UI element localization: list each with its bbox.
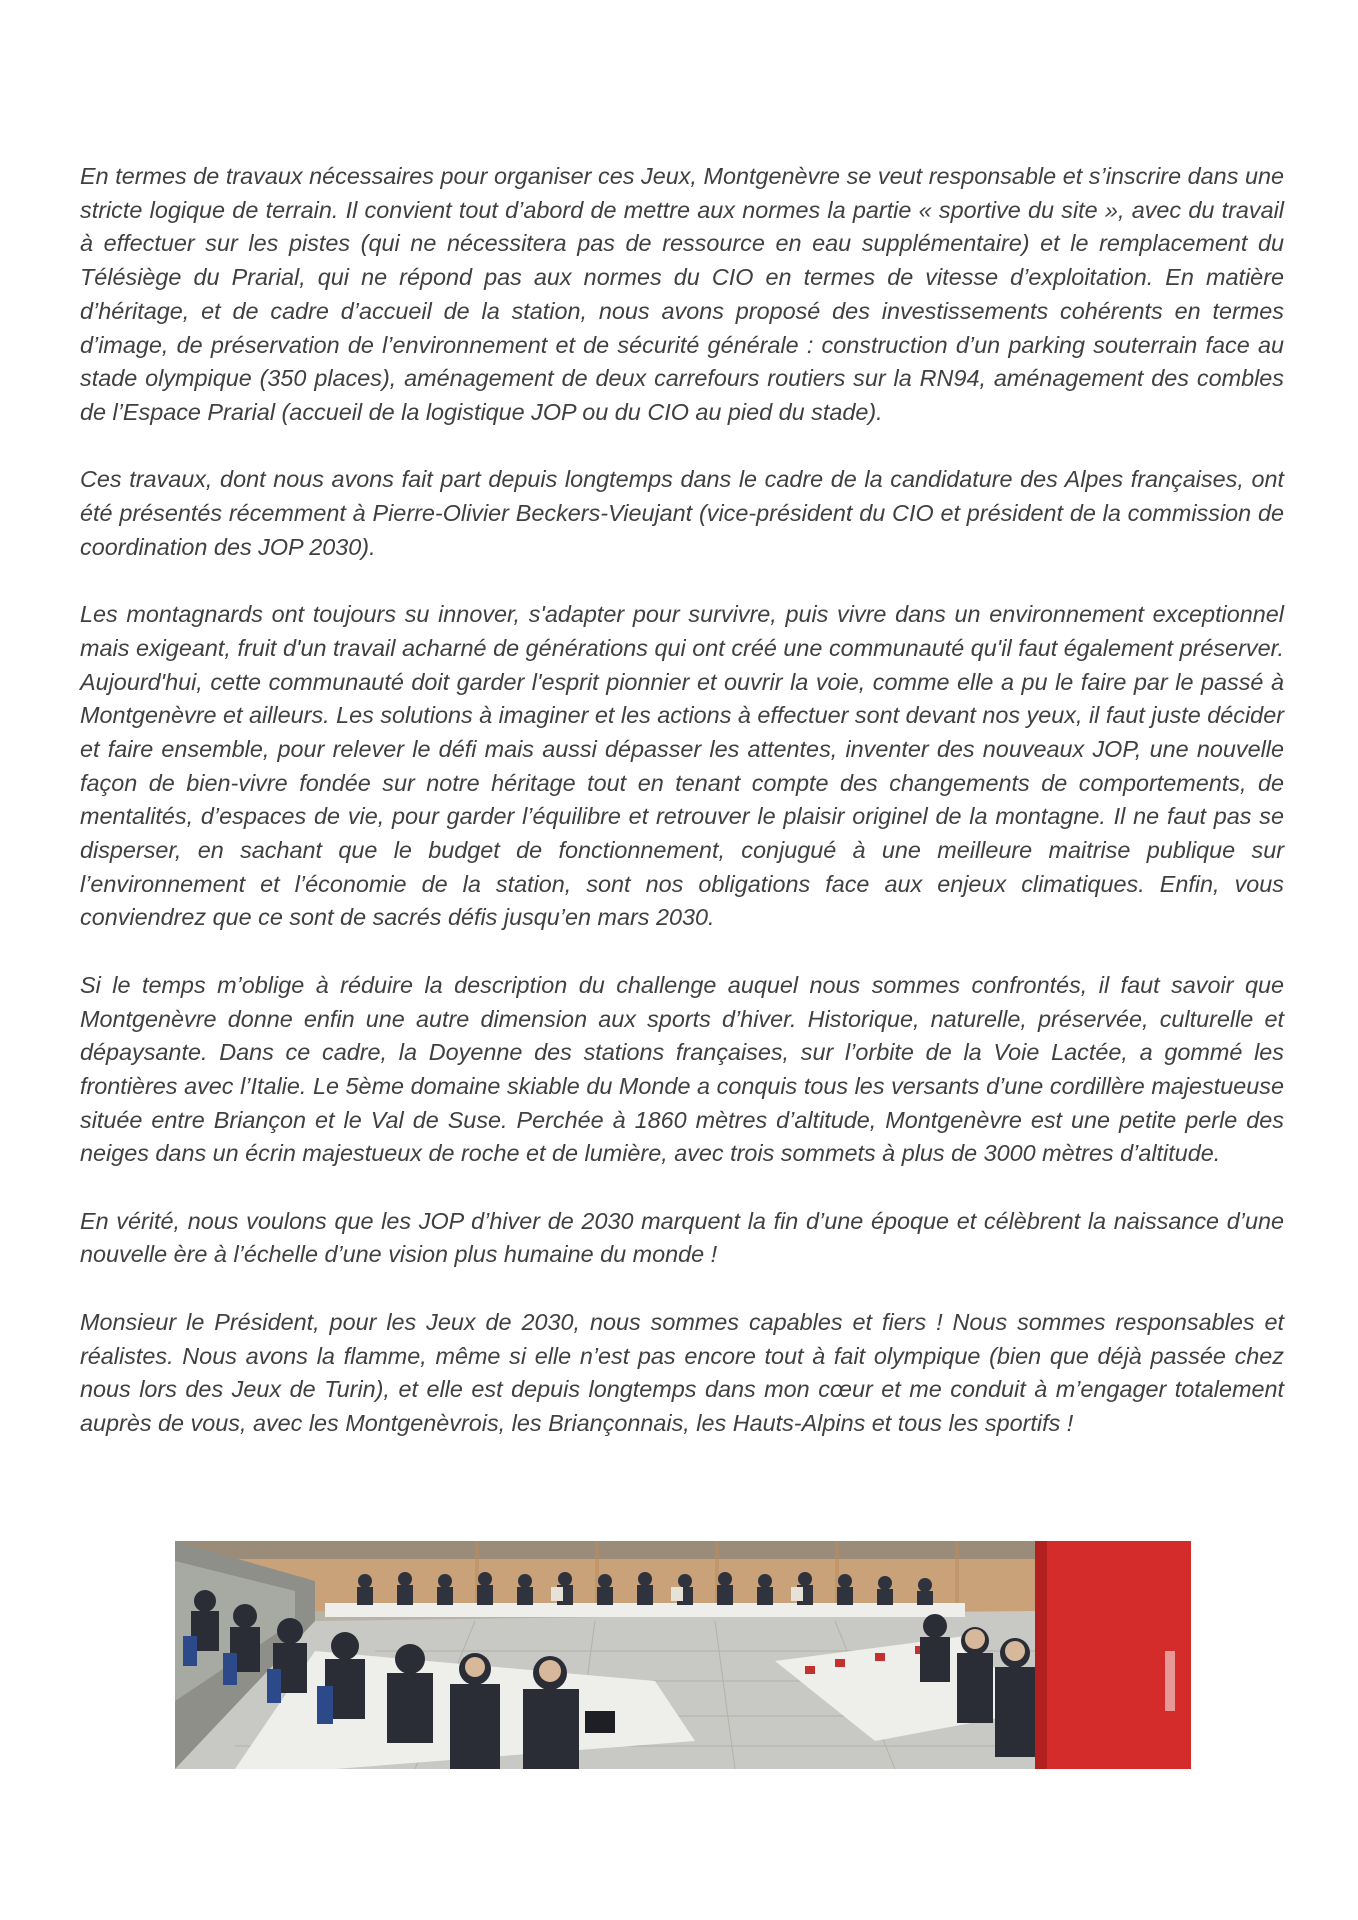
paragraph-montagnards: Les montagnards ont toujours su innover, s'adapter pour survivre, puis vivre dans un environnement exceptionnel mais exigeant, fruit d'un travail acharné de générations qui ont créé une communauté qu'il faut également préserver. Aujourd'hui, cette communauté doit garder l'esprit pionnier et ouvrir la voie, comme elle a pu le faire par le passé à Montgenèvre et ailleurs. Les solutions à imaginer et les actions à effectuer sont devant nos yeux, il faut juste décider et faire ensemble, pour relever le défi mais aussi dépasser les attentes, inventer des nouveaux JOP, une nouvelle façon de bien-vivre fondée sur notre héritage tout en tenant compte des changements de comportements, de mentalités, d’espaces de vie, pour garder l’équilibre et retrouver le plaisir originel de la montagne. Il ne faut pas se disperser, en sachant que le budget de fonctionnement, conjugué à une meilleure maitrise publique sur l’environnement et l’économie de la station, sont nos obligations face aux enjeux climatiques. Enfin, vous conviendrez que ce sont de sacrés défis jusqu’en mars 2030. bbox=[80, 601, 1284, 931]
paragraph-president: Monsieur le Président, pour les Jeux de 2030, nous sommes capables et fiers ! Nous sommes responsables et réalistes. Nous avons la flamme, même si elle n’est pas encore tout à fait olympique (bien que déjà passée chez nous lors des Jeux de Turin), et elle est depuis longtemps dans mon cœur et me conduit à m’engager totalement auprès de vous, avec les Montgenèvrois, les Briançonnais, les Hauts-Alpins et tous les sportifs ! bbox=[80, 1308, 1284, 1436]
paragraph-travaux: En termes de travaux nécessaires pour organiser ces Jeux, Montgenèvre se veut responsable et s’inscrire dans une stricte logique de terrain. Il convient tout d’abord de mettre aux normes la partie « sportive du site », avec du travail à effectuer sur les pistes (qui ne nécessitera pas de ressource en eau supplémentaire) et le remplacement du Télésiège du Prarial, qui ne répond pas aux normes du CIO en termes de vitesse d’exploitation. En matière d’héritage, et de cadre d’accueil de la station, nous avons proposé des investissements cohérents en termes d’image, de préservation de l’environnement et de sécurité générale : construction d’un parking souterrain face au stade olympique (350 places), aménagement de deux carrefours routiers sur la RN94, aménagement des combles de l’Espace Prarial (accueil de la logistique JOP ou du CIO au pied du stade). bbox=[80, 163, 1284, 425]
paragraph-challenge: Si le temps m’oblige à réduire la description du challenge auquel nous sommes confrontés, il faut savoir que Montgenèvre donne enfin une autre dimension aux sports d’hiver. Historique, naturelle, préservée, culturelle et dépaysante. Dans ce cadre, la Doyenne des stations françaises, sur l’orbite de la Voie Lactée, a gommé les frontières avec l’Italie. Le 5ème domaine skiable du Monde a conquis tous les versants d’une cordillère majestueuse située entre Briançon et le Val de Suse. Perchée à 1860 mètres d’altitude, Montgenèvre est une petite perle des neiges dans un écrin majestueux de roche et de lumière, avec trois sommets à plus de 3000 mètres d’altitude. bbox=[80, 971, 1284, 1167]
meeting-photo-illustration bbox=[175, 1541, 1191, 1769]
paragraph-verite: En vérité, nous voulons que les JOP d’hiver de 2030 marquent la fin d’une époque et célèbrent la naissance d’une nouvelle ère à l’échelle d’une vision plus humaine du monde ! bbox=[80, 1207, 1284, 1268]
paragraph-candidature: Ces travaux, dont nous avons fait part depuis longtemps dans le cadre de la candidature des Alpes françaises, ont été présentés récemment à Pierre-Olivier Beckers-Vieujant (vice-président du CIO et président de la commission de coordination des JOP 2030). bbox=[80, 466, 1284, 560]
body-text bbox=[80, 160, 1284, 1474]
meeting-room-photo bbox=[175, 1541, 1191, 1769]
